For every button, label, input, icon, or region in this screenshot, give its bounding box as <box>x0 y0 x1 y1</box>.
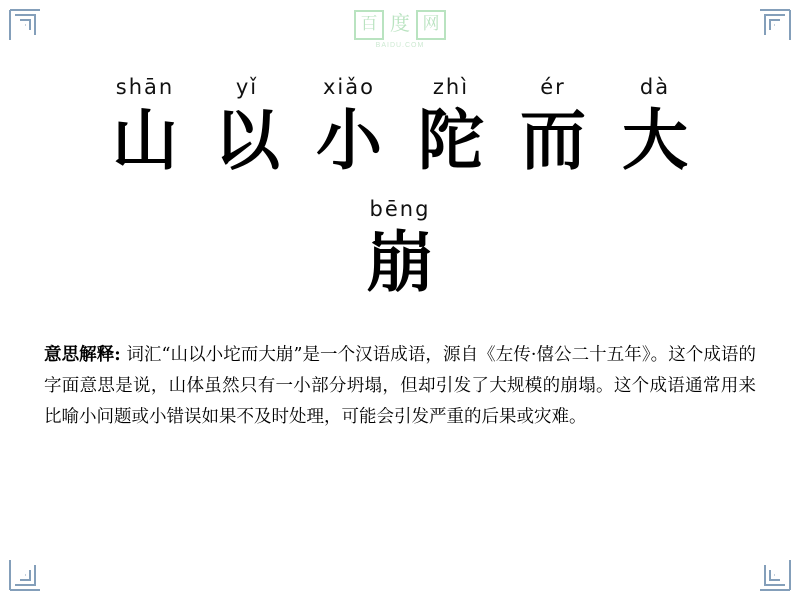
corner-ornament-bottom-left <box>8 558 42 592</box>
pinyin-text: yǐ <box>235 75 259 99</box>
idiom-line-2 <box>0 194 800 302</box>
explanation-text: 词汇“山以小坨而大崩”是一个汉语成语，源自《左传·僖公二十五年》。这个成语的字面意思是说，山体虽然只有一小部分坍塌，但却引发了大规模的崩塌。这个成语通常用来比喻小问题或小错误如果不及时处理，可能会引发严重的后果或灾难。 <box>44 345 756 427</box>
hanzi-text: 陀 <box>418 102 484 179</box>
explanation-label: 意思解释: <box>44 345 121 365</box>
watermark-box-3: 网 <box>416 10 446 40</box>
idiom-char-cell <box>353 194 447 302</box>
hanzi-text: 崩 <box>367 224 433 301</box>
corner-ornament-bottom-right <box>758 558 792 592</box>
corner-ornament-top-left <box>8 8 42 42</box>
pinyin-text: zhì <box>432 75 470 99</box>
watermark-logo <box>354 10 446 49</box>
idiom-char-cell <box>404 72 498 180</box>
idiom-char-cell <box>98 72 192 180</box>
idiom-char-cell <box>302 72 396 180</box>
pinyin-text: xiǎo <box>323 75 375 99</box>
idiom-char-cell <box>506 72 600 180</box>
pinyin-text: ér <box>540 75 566 99</box>
hanzi-text: 小 <box>316 102 382 179</box>
watermark-subtitle: BAIDU.COM <box>375 42 425 49</box>
watermark-box-1: 百 <box>354 10 384 40</box>
pinyin-text: bēng <box>369 197 431 221</box>
idiom-line-1 <box>0 72 800 180</box>
idiom-char-cell <box>608 72 702 180</box>
explanation-paragraph <box>44 340 756 433</box>
hanzi-text: 大 <box>622 102 688 179</box>
hanzi-text: 以 <box>214 102 280 179</box>
corner-ornament-top-right <box>758 8 792 42</box>
watermark-box-2: 度 <box>390 11 410 35</box>
watermark-boxes <box>354 10 446 40</box>
pinyin-text: dà <box>639 75 671 99</box>
hanzi-text: 山 <box>112 102 178 179</box>
pinyin-text: shān <box>115 75 175 99</box>
idiom-block <box>0 72 800 302</box>
idiom-char-cell <box>200 72 294 180</box>
hanzi-text: 而 <box>520 102 586 179</box>
